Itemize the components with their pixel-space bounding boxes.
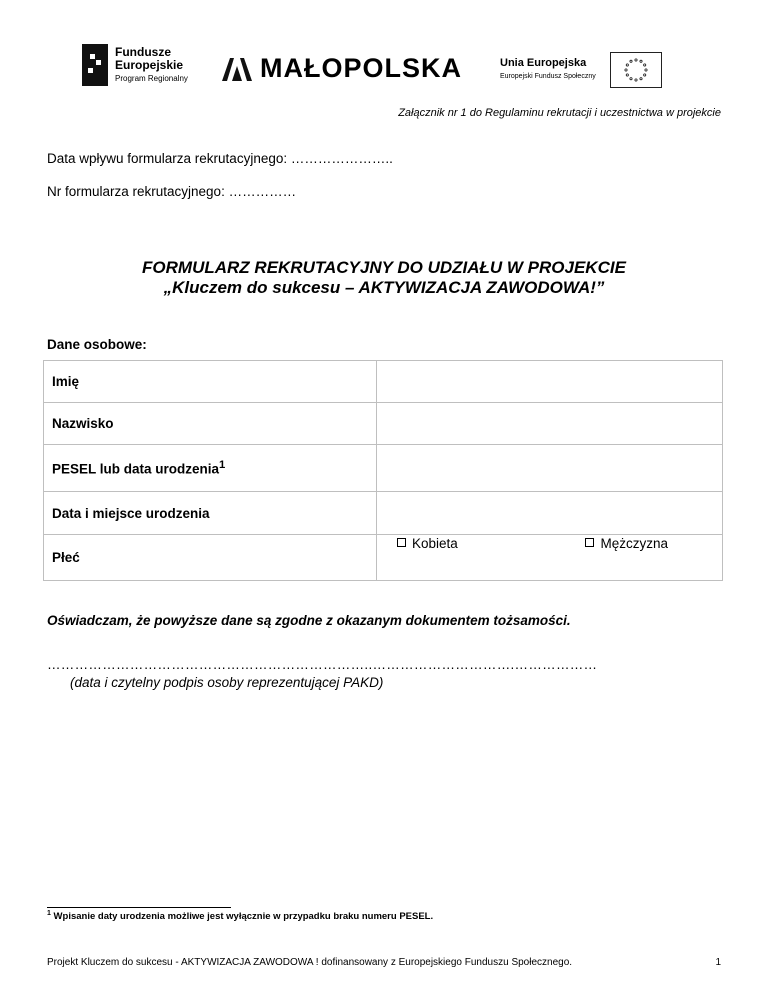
eu-flag-icon	[610, 52, 662, 88]
footnote-text: Wpisanie daty urodzenia możliwe jest wyłącznie w przypadku braku numeru PESEL.	[53, 911, 434, 923]
malopolska-mark-icon	[220, 56, 254, 82]
sex-option-female[interactable]	[397, 536, 458, 551]
last-name-label: Nazwisko	[44, 403, 377, 445]
intake-date-line: Data wpływu formularza rekrutacyjnego: …………………..	[47, 151, 393, 166]
eu-logo-line2: Europejski Fundusz Społeczny	[500, 73, 596, 80]
last-name-field[interactable]	[377, 403, 723, 445]
malopolska-logo-text: MAŁOPOLSKA	[260, 53, 462, 83]
project-name: „Kluczem do sukcesu – AKTYWIZACJA ZAWODOWA!”	[163, 278, 605, 297]
pesel-label-cell	[44, 445, 377, 492]
female-label: Kobieta	[412, 536, 458, 551]
eu-logo	[500, 52, 662, 88]
checkbox-icon[interactable]	[585, 538, 594, 547]
pesel-field[interactable]	[377, 445, 723, 492]
fe-logo-line3: Program Regionalny	[115, 73, 188, 83]
checkbox-icon[interactable]	[397, 538, 406, 547]
eu-logo-line1: Unia Europejska	[500, 57, 587, 69]
footnote	[47, 910, 433, 922]
page-number: 1	[715, 957, 721, 968]
table-row	[44, 492, 723, 535]
table-row	[44, 535, 723, 581]
declaration-text: Oświadczam, że powyższe dane są zgodne z okazanym dokumentem tożsamości.	[47, 613, 571, 628]
signature-line: ……………………………………………………………..………………………….………………	[47, 657, 598, 672]
first-name-field[interactable]	[377, 361, 723, 403]
footnote-ref: 1	[219, 459, 226, 472]
form-number-line: Nr formularza rekrutacyjnego: ……………	[47, 184, 297, 199]
sex-option-male[interactable]	[585, 536, 668, 551]
fe-logo-line2: Europejskie	[115, 57, 184, 72]
sex-label: Płeć	[44, 535, 377, 581]
pesel-label: PESEL lub data urodzenia	[52, 461, 220, 477]
footnote-number: 1	[47, 910, 51, 917]
fundusze-europejskie-logo	[82, 42, 188, 88]
personal-data-table	[43, 360, 723, 581]
fe-logo-line1: Fundusze	[115, 44, 171, 59]
birth-label: Data i miejsce urodzenia	[44, 492, 377, 535]
annex-note: Załącznik nr 1 do Regulaminu rekrutacji i uczestnictwa w projekcie	[398, 107, 721, 119]
page-footer: Projekt Kluczem do sukcesu - AKTYWIZACJA ZAWODOWA ! dofinansowany z Europejskiego Funduszu Społecznego.	[47, 957, 573, 968]
form-title: FORMULARZ REKRUTACYJNY DO UDZIAŁU W PROJEKCIE	[142, 258, 626, 277]
male-label: Mężczyzna	[600, 536, 668, 551]
fe-star-icon	[82, 44, 108, 86]
table-row	[44, 361, 723, 403]
table-row	[44, 445, 723, 492]
sex-field	[377, 535, 723, 581]
first-name-label: Imię	[44, 361, 377, 403]
malopolska-logo	[220, 53, 462, 84]
signature-caption: (data i czytelny podpis osoby reprezentującej PAKD)	[70, 675, 384, 690]
section-personal-data: Dane osobowe:	[47, 337, 147, 352]
table-row	[44, 403, 723, 445]
footnote-divider	[47, 907, 231, 908]
birth-field[interactable]	[377, 492, 723, 535]
